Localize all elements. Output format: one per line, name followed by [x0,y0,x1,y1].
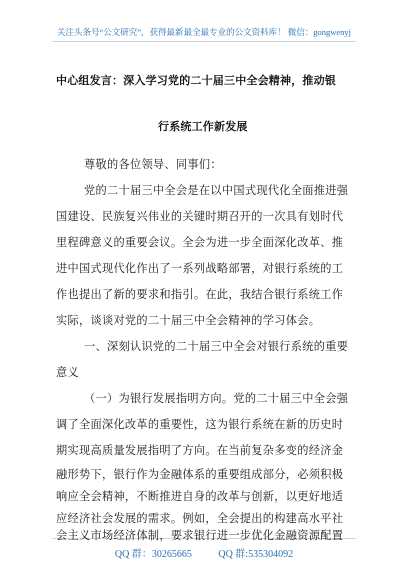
body-line: 党的二十届三中全会是在以中国式现代化全面推进强 [84,184,349,197]
body-line: 作也提出了新的要求和指引。在此，我结合银行系统工作 [56,288,344,301]
body-line: 国建设、民族复兴伟业的关键时期召开的一次具有划时代 [56,210,344,223]
body-line: 应经济社会发展的需求。例如，全会提出的构建高水平社 [56,512,344,525]
document-title-line-2: 行系统工作新发展 [158,120,248,133]
header-divider [52,41,356,42]
body-line: （一）为银行发展指明方向。党的二十届三中全会强 [84,392,349,405]
body-line: 响应全会精神，不断推进自身的改革与创新，以更好地适 [56,490,344,503]
body-line: 调了全面深化改革的重要性，这为银行系统在新的历史时 [56,418,344,431]
body-line: 尊敬的各位领导、同事们： [84,158,222,171]
footer-qq-group-2: QQ 群:535304092 [218,549,294,560]
header-banner: 关注头条号“公文研究”，获得最新最全最专业的公文资料库！ 微信：gongwenyj [57,27,351,37]
body-line: 期实现高质量发展指明了方向。在当前复杂多变的经济金 [56,444,344,457]
document-title-line-1: 中心组发言：深入学习党的二十届三中全会精神，推动银 [56,74,336,87]
body-line: 进中国式现代化作出了一系列战略部署，对银行系统的工 [56,262,344,275]
body-line: 一、深刻认识党的二十届三中全会对银行系统的重要 [84,340,349,353]
body-line: 会主义市场经济体制，要求银行进一步优化金融资源配置 [56,529,344,542]
body-line: 意义 [56,366,79,379]
body-line: 实际，谈谈对党的二十届三中全会精神的学习体会。 [56,314,321,327]
body-line: 里程碑意义的重要会议。全会为进一步全面深化改革、推 [56,236,344,249]
footer-qq-group-1: QQ 群：30265665 [114,549,192,560]
footer [0,545,408,560]
body-line: 融形势下，银行作为金融体系的重要组成部分，必须积极 [56,468,344,481]
